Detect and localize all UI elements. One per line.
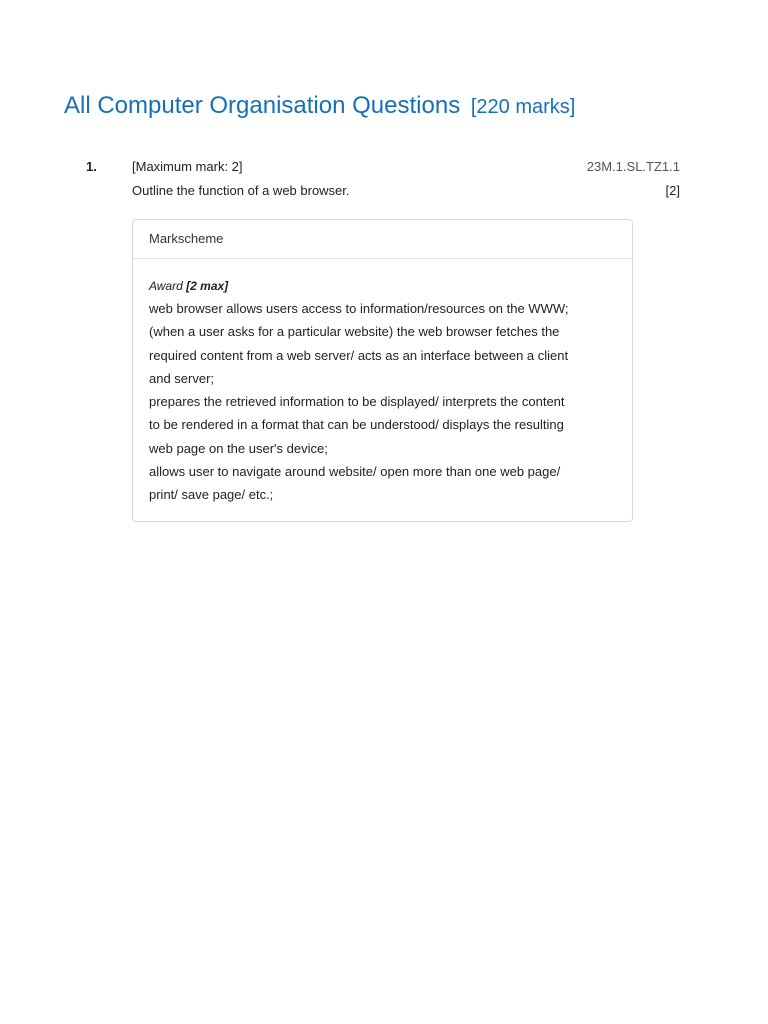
markscheme-line: (when a user asks for a particular website) the web browser fetches the (149, 324, 560, 340)
award-note (149, 277, 616, 295)
question-max-mark: [Maximum mark: 2] (132, 159, 243, 174)
markscheme-line: allows user to navigate around website/ open more than one web page/ (149, 464, 561, 480)
markscheme-panel (132, 219, 633, 522)
question-text: Outline the function of a web browser. (132, 183, 350, 198)
markscheme-line: to be rendered in a format that can be understood/ displays the resulting (149, 417, 564, 433)
question-marks: [2] (665, 183, 680, 198)
markscheme-line: and server; (149, 370, 215, 386)
page-title-text: All Computer Organisation Questions (64, 92, 461, 119)
markscheme-line: web page on the user's device; (149, 440, 328, 456)
markscheme-line: print/ save page/ etc.; (149, 487, 274, 503)
markscheme-line: web browser allows users access to information/resources on the WWW; (149, 301, 569, 316)
award-value: [2 max] (186, 279, 229, 293)
markscheme-heading: Markscheme (133, 220, 632, 259)
award-label: Award (149, 279, 183, 293)
markscheme-line: required content from a web server/ acts as an interface between a client (149, 347, 569, 363)
total-marks: [220 marks] (470, 96, 576, 118)
markscheme-line: prepares the retrieved information to be displayed/ interprets the content (149, 394, 565, 410)
page-title (64, 90, 575, 123)
question-number: 1. (86, 159, 97, 174)
markscheme-body (133, 259, 632, 507)
question-code: 23M.1.SL.TZ1.1 (586, 159, 680, 174)
